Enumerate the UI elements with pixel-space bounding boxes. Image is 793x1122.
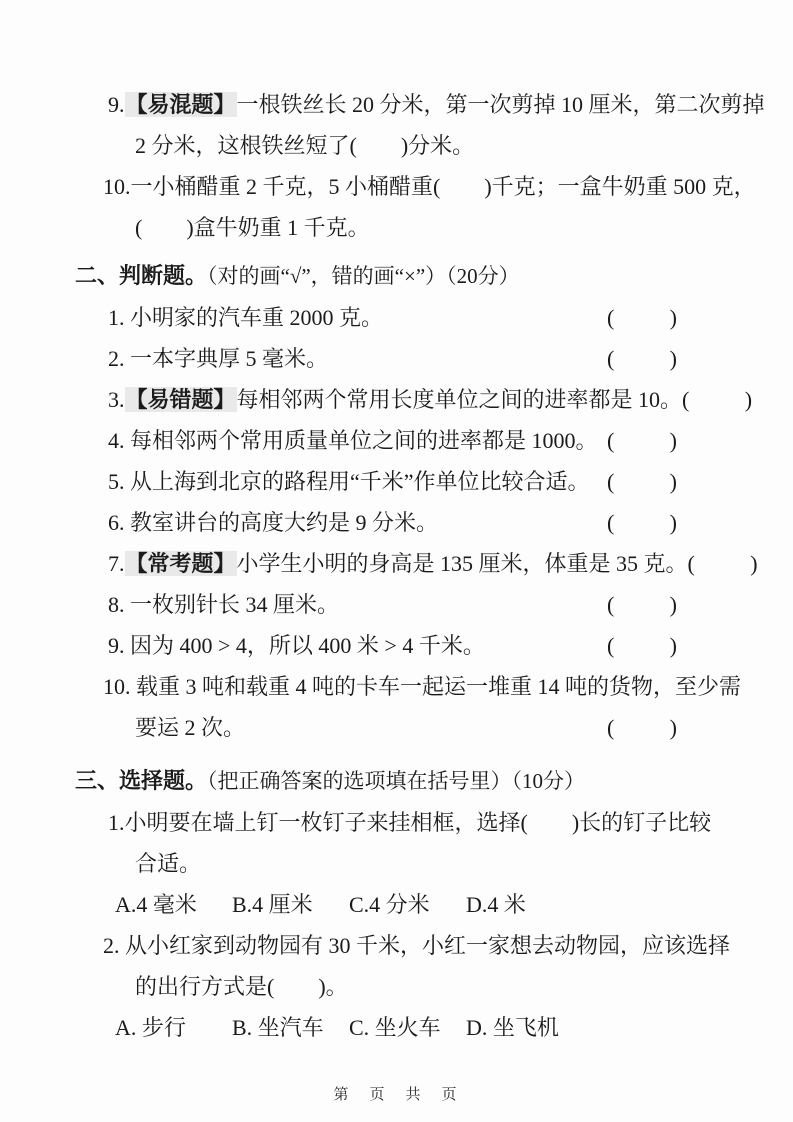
answer-bracket: ( ) — [682, 387, 753, 412]
section-instructions: （对的画“√”，错的画“×”）（20分） — [207, 264, 520, 288]
fill-q10-line2 — [75, 207, 677, 248]
item-text: 一本字典厚 5 毫米。 — [124, 346, 329, 371]
page-footer: 第 页 共 页 — [333, 1086, 460, 1103]
item-number: 3. — [108, 387, 125, 412]
option-d: D.4 米 — [466, 892, 526, 917]
answer-bracket: ( ) — [607, 592, 677, 617]
question-text: 一小桶醋重 2 千克，5 小桶醋重( )千克；一盒牛奶重 500 克， — [130, 174, 756, 199]
option-b: B.4 厘米 — [232, 892, 313, 917]
option-c: C.4 分米 — [349, 892, 430, 917]
answer-bracket: ( ) — [607, 428, 677, 453]
question-number: 2. — [103, 933, 120, 958]
mc-q1-options — [75, 884, 677, 925]
option-d: D. 坐飞机 — [466, 1015, 559, 1040]
question-number: 1. — [108, 810, 125, 835]
item-text: 每相邻两个常用质量单位之间的进率都是 1000。 — [124, 428, 598, 453]
answer-bracket: ( ) — [607, 633, 677, 658]
item-number: 10. — [103, 674, 131, 699]
fill-q10-line1 — [75, 166, 756, 207]
answer-bracket: ( ) — [607, 510, 677, 535]
question-text: 的出行方式是( )。 — [135, 974, 348, 999]
tf-item-2 — [75, 338, 677, 379]
item-text: 每相邻两个常用长度单位之间的进率都是 10。 — [236, 387, 683, 412]
question-text: 从小红家到动物园有 30 千米，小红一家想去动物园，应该选择 — [119, 933, 731, 958]
tag-easily-confused: 【易混题】 — [125, 92, 236, 117]
option-c: C. 坐火车 — [349, 1015, 441, 1040]
tf-item-8 — [75, 584, 677, 625]
answer-bracket: ( ) — [687, 551, 758, 576]
section-title: 二、判断题。 — [75, 263, 208, 288]
item-text: 小明家的汽车重 2000 克。 — [124, 305, 384, 330]
item-text: 一枚别针长 34 厘米。 — [124, 592, 340, 617]
tf-item-5 — [75, 461, 677, 502]
tf-item-6 — [75, 502, 677, 543]
tf-item-9 — [75, 625, 677, 666]
question-text: 2 分米，这根铁丝短了( )分米。 — [135, 133, 475, 158]
question-text: 小明要在墙上钉一枚钉子来挂相框，选择( )长的钉子比较 — [124, 810, 712, 835]
tf-item-10-line2 — [75, 707, 677, 748]
item-number: 4. — [108, 428, 125, 453]
tf-item-7 — [75, 543, 758, 584]
tf-item-1 — [75, 297, 677, 338]
question-number: 10. — [103, 174, 131, 199]
tag-easily-wrong: 【易错题】 — [125, 387, 236, 412]
tf-item-3 — [75, 379, 753, 420]
mc-q2-options — [75, 1007, 677, 1048]
mc-q2-line2 — [75, 966, 677, 1007]
mc-q1-line2 — [75, 843, 677, 884]
item-number: 8. — [108, 592, 125, 617]
fill-in-section — [75, 84, 765, 248]
section-title: 三、选择题。 — [75, 768, 208, 793]
answer-bracket: ( ) — [607, 305, 677, 330]
mc-q1-line1 — [75, 802, 712, 843]
tf-item-10-line1 — [75, 666, 742, 707]
judge-section-header — [75, 255, 677, 297]
tag-frequently-tested: 【常考题】 — [125, 551, 236, 576]
judge-section — [75, 255, 758, 748]
option-a: A.4 毫米 — [115, 892, 197, 917]
item-text: 教室讲台的高度大约是 9 分米。 — [124, 510, 439, 535]
item-number: 7. — [108, 551, 125, 576]
item-text: 因为 400 > 4，所以 400 米 > 4 千米。 — [124, 633, 485, 658]
item-text: 小学生小明的身高是 135 厘米，体重是 35 克。 — [236, 551, 688, 576]
choice-section-header — [75, 760, 677, 802]
question-text: 一根铁丝长 20 分米，第一次剪掉 10 厘米，第二次剪掉 — [236, 92, 765, 117]
item-number: 5. — [108, 469, 125, 494]
question-text: ( )盒牛奶重 1 千克。 — [135, 215, 370, 240]
section-instructions: （把正确答案的选项填在括号里）（10分） — [207, 769, 586, 793]
item-number: 9. — [108, 633, 125, 658]
tf-item-4 — [75, 420, 677, 461]
option-b: B. 坐汽车 — [232, 1015, 324, 1040]
answer-bracket: ( ) — [607, 469, 677, 494]
item-text: 要运 2 次。 — [135, 715, 246, 740]
option-a: A. 步行 — [115, 1015, 186, 1040]
choice-section — [75, 760, 731, 1048]
item-text: 从上海到北京的路程用“千米”作单位比较合适。 — [124, 469, 590, 494]
item-number: 1. — [108, 305, 125, 330]
question-text: 合适。 — [135, 851, 202, 876]
item-number: 6. — [108, 510, 125, 535]
item-number: 2. — [108, 346, 125, 371]
mc-q2-line1 — [75, 925, 731, 966]
item-text: 载重 3 吨和载重 4 吨的卡车一起运一堆重 14 吨的货物，至少需 — [130, 674, 742, 699]
answer-bracket: ( ) — [607, 715, 677, 740]
question-number: 9. — [108, 92, 125, 117]
fill-q9-line1 — [75, 84, 765, 125]
fill-q9-line2 — [75, 125, 677, 166]
answer-bracket: ( ) — [607, 346, 677, 371]
